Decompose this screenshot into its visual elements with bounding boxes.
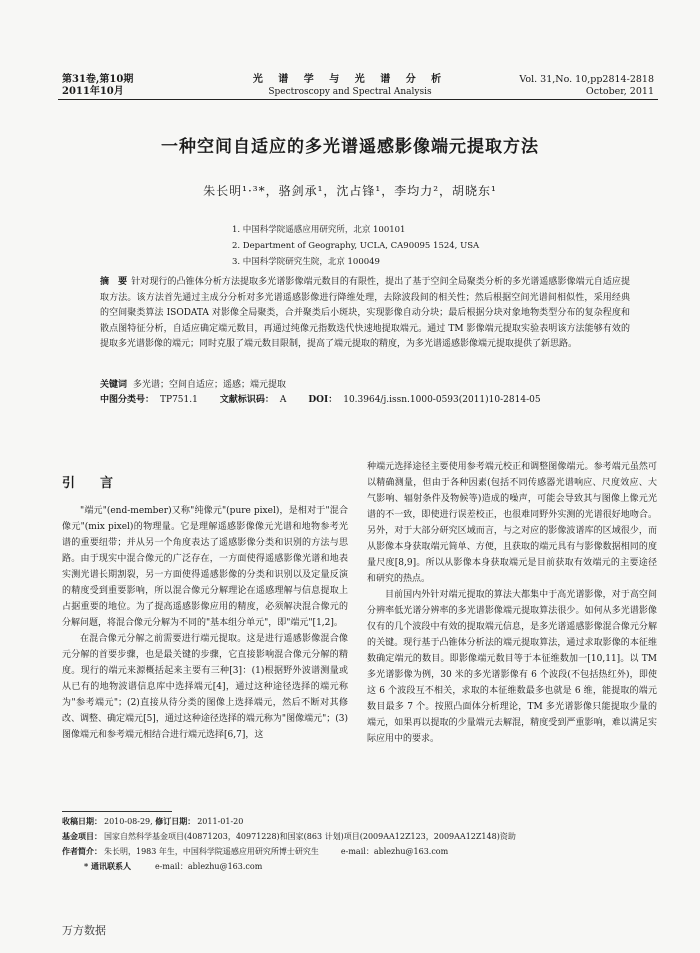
paper-title: 一种空间自适应的多光谱遥感影像端元提取方法 [161,137,539,157]
header-volume-en [519,74,654,98]
keywords-text: 多光谱；空间自适应；遥感；端元提取 [133,380,287,390]
watermark: 万方数据 [62,924,106,937]
corresponding-email: e-mail：ablezhu@163.com [154,862,263,871]
header-rule [58,99,658,100]
affiliations [232,222,479,270]
journal-name-en: Spectroscopy and Spectral Analysis [268,87,432,97]
journal-name-cn: 光 谱 学 与 光 谱 分 析 [252,74,448,85]
intro-paragraph-2: 在混合像元分解之前需要进行端元提取。这是进行遥感影像混合像元分解的首要步骤，也是最关键的步骤，它直接影响混合像元分解的精度。现行的端元来源概括起来主要有三种[3]：(1)根据野外波谱测量或从已有的地物波谱信息库中选择端元[4]，通过这种途径选择的端元称为"参考端元"；(2)直接从待分类的图像上选择端元，然后不断对其修改、调整、确定端元[5]，通过这种途径选择的端元称为"图像端元"；(3)图像端元和参考端元相结合进行端元选择[6,7]，这 [62,634,348,740]
received-label: 收稿日期： [62,816,102,826]
author-email: e-mail：ablezhu@163.com [340,847,449,856]
abstract-text: 针对现行的凸锥体分析方法提取多光谱影像端元数目的有限性，提出了基于空间全局聚类分析的多光谱遥感影像端元自适应提取方法。该方法首先通过主成分分析对多光谱遥感影像进行降维处理，去除波段间的相关性；然后根据空间光谱间相似性，采用经典的空间聚类算法 ISODATA 对影像全局聚类，合并聚类后小斑块，实现影像自动分块；最后根据分块对象地物类型分布的复杂程度和散点图特征分析，自适应确定端元数目，再通过纯像元指数迭代快速地提取端元。通过 TM 影像端元提取实验表明该方法能够有效的提取多光谱影像的端元；同时克服了端元数目限制，提高了端元提取的精度，为多光谱遥感影像端元提取提供了新思路。 [100,277,630,349]
revised-date: 2011-01-20 [197,817,244,826]
author-list: 朱长明¹·³*，骆剑承¹，沈占锋¹，李均力²，胡晓东¹ [203,184,497,198]
intro-paragraph-4: 目前国内外针对端元提取的算法大都集中于高光谱影像，对于高空间分辨率低光谱分辨率的多光谱影像端元提取算法很少。如何从多光谱影像仅有的几个波段中有效的提取端元信息，是多光谱遥感影像混合像元分解的关键。现行基于凸锥体分析法的端元提取算法，通过求取影像的本征维数确定端元的数目。即影像端元数目等于本征维数加一[10,11]。以 TM 多光谱影像为例，30 米的多光谱影像有 6 个波段(不包括热红外)，即使这 6 个波段互不相关，求取的本征维数最多也就是 6 维，能提取的端元数目最多 7 个。按照凸面体分析理论，TM 多光谱影像只能提取少量的端元，如果再以提取的少量端元去解混，精度受到严重影响，难以满足实际应用中的要求。 [367,590,657,744]
affiliation-3: 3. 中国科学院研究生院，北京 100049 [232,257,380,267]
abstract-label: 摘 要 [100,277,128,287]
doi-value: 10.3964/j.issn.1000-0593(2011)10-2814-05 [343,395,541,405]
date-cn: 2011年10月 [62,86,124,97]
clc-label: 中图分类号： [100,395,155,405]
footnote-rule [62,811,172,812]
doi-label: DOI： [308,395,338,405]
left-column [62,503,348,743]
received-date: 2010-08-29, [104,817,153,826]
keywords-block [100,378,630,408]
fund-text: 国家自然科学基金项目(40871203，40971228)和国家(863 计划)项目(2009AA12Z123，2009AA12Z148)资助 [104,832,516,841]
doc-code-label: 文献标识码： [219,395,274,405]
affiliation-2: 2. Department of Geography, UCLA, CA90095 1524, USA [232,241,480,251]
section-title-introduction: 引 言 [62,476,120,491]
revised-label: 修订日期： [155,816,196,826]
intro-paragraph-1: "端元"(end-member)又称"纯像元"(pure pixel)，是相对于"混合像元"(mix pixel)的物理量。它是理解遥感影像像元光谱和地物参考光谱的重要纽带；并从另一个角度表达了遥感影像分类和识别的方法与思路。由于现实中混合像元的广泛存在，一方面使得遥感影像光谱和地表实测光谱长期割裂，另一方面使得遥感影像的分类和识别以及定量反演的精度受到重要影响，所以混合像元分解理论在遥感理解与信息提取上占据重要的地位。为了提高遥感影像应用的精度，必须解决混合像元的分解问题，将混合像元分解为不同的"基本组分单元"，即"端元"[1,2]。 [62,506,348,628]
keywords-label: 关键词 [100,380,128,390]
bio-text: 朱长明，1983 年生，中国科学院遥感应用研究所博士研究生 [104,847,319,856]
date-en: October, 2011 [585,86,654,97]
affiliation-1: 1. 中国科学院遥感应用研究所，北京 100101 [232,225,406,235]
corresponding-label: * 通讯联系人 [84,861,131,871]
intro-paragraph-3: 种端元选择途径主要使用参考端元校正和调整图像端元。参考端元虽然可以精确测量，但由于各种因素(包括不同传感器光谱响应、尺度效应、大气影响、辐射条件及物候等)造成的噪声，可能会导致其与图像上像元光谱的不一致，即使进行误差校正，也很难同野外实测的光谱很好地吻合。另外，对于大部分研究区域而言，与之对应的影像波谱库的区域很少，而从影像本身获取端元简单、方便，且获取的端元具有与影像数据相同的度量尺度[8,9]。所以从影像本身获取端元是目前获取有效端元的主要途径和研究的热点。 [367,462,657,584]
right-column [367,459,657,747]
bio-label: 作者简介： [62,846,102,856]
volume-issue-cn: 第31卷,第10期 [62,74,134,85]
abstract [100,275,630,353]
doc-code-value: A [279,395,287,405]
clc-value: TP751.1 [160,395,198,405]
footnotes [62,814,662,874]
fund-label: 基金项目： [62,831,102,841]
volume-pages-en: Vol. 31,No. 10,pp2814-2818 [519,74,654,85]
